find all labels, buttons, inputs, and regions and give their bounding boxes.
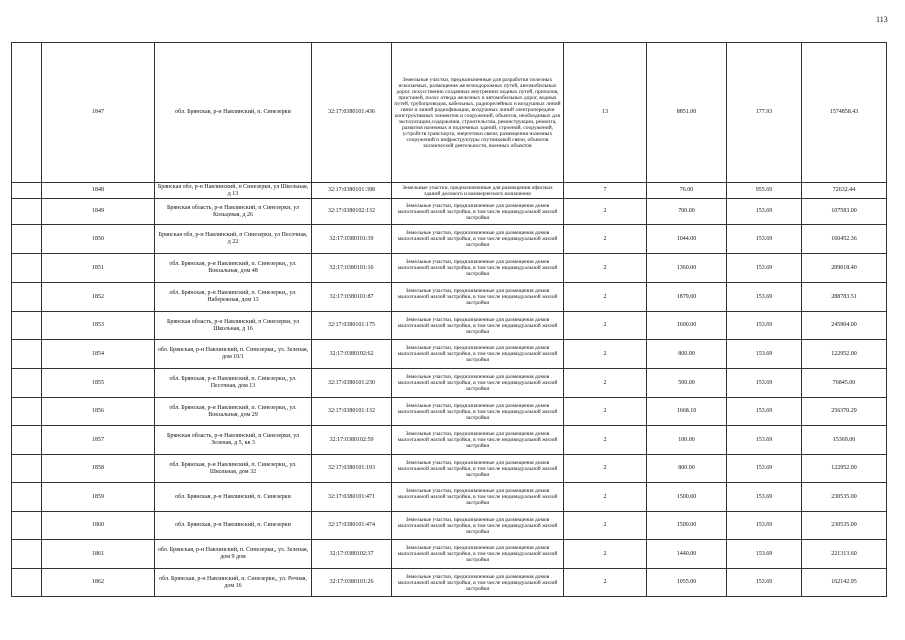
cadastral-value: 162142.95 xyxy=(802,569,887,597)
record-number: 1849 xyxy=(42,199,155,225)
land-use-description: Земельные участки, предназначенные для размещения домов малоэтажной жилой застройки, в том числе индивидуальной жилой застройки xyxy=(392,199,564,225)
area-value: 8851.00 xyxy=(647,43,727,183)
table-row xyxy=(12,340,887,369)
table-row xyxy=(12,512,887,540)
land-use-description: Земельные участки, предназначенные для размещения домов малоэтажной жилой застройки, в том числе индивидуальной жилой застройки xyxy=(392,340,564,369)
land-use-description: Земельные участки, предназначенные для размещения домов малоэтажной жилой застройки, в том числе индивидуальной жилой застройки xyxy=(392,483,564,512)
cadastral-number: 32:17:0380102:62 xyxy=(312,340,392,369)
group-number: 2 xyxy=(564,283,647,312)
specific-value: 153.69 xyxy=(727,483,802,512)
record-number: 1850 xyxy=(42,225,155,254)
area-value: 800.00 xyxy=(647,340,727,369)
specific-value: 177.93 xyxy=(727,43,802,183)
address-cell: Брянская область, р-н Навлинский, п Синезерки, ул Школьная, д 16 xyxy=(155,312,312,340)
address-cell: Брянская область, р-н Навлинский, п Синезерки, ул Зеленая, д 5, кв 3 xyxy=(155,426,312,455)
area-value: 800.00 xyxy=(647,455,727,483)
specific-value: 955.69 xyxy=(727,183,802,199)
blank-cell xyxy=(12,483,42,512)
blank-cell xyxy=(12,455,42,483)
blank-cell xyxy=(12,199,42,225)
address-cell: обл. Брянская, р-н Навлинский, п. Синезерки xyxy=(155,512,312,540)
area-value: 500.00 xyxy=(647,369,727,398)
group-number: 2 xyxy=(564,569,647,597)
cadastral-value: 256370.29 xyxy=(802,398,887,426)
land-use-description: Земельные участки, предназначенные для размещения домов малоэтажной жилой застройки, в том числе индивидуальной жилой застройки xyxy=(392,455,564,483)
area-value: 76.00 xyxy=(647,183,727,199)
group-number: 2 xyxy=(564,312,647,340)
blank-cell xyxy=(12,512,42,540)
group-number: 2 xyxy=(564,483,647,512)
specific-value: 153.69 xyxy=(727,199,802,225)
land-use-description: Земельные участки, предназначенные для размещения домов малоэтажной жилой застройки, в том числе индивидуальной жилой застройки xyxy=(392,283,564,312)
land-use-description: Земельные участки, предназначенные для размещения домов малоэтажной жилой застройки, в том числе индивидуальной жилой застройки xyxy=(392,569,564,597)
cadastral-number: 32:17:0380101:132 xyxy=(312,398,392,426)
cadastral-value: 230535.00 xyxy=(802,483,887,512)
cadastral-number: 32:17:0380101:230 xyxy=(312,369,392,398)
area-value: 100.00 xyxy=(647,426,727,455)
record-number: 1855 xyxy=(42,369,155,398)
area-value: 1360.00 xyxy=(647,254,727,283)
address-cell: Брянская обл, р-н Навлинский, п Синезерки, ул Школьная, д 13 xyxy=(155,183,312,199)
cadastral-value: 15369.00 xyxy=(802,426,887,455)
group-number: 7 xyxy=(564,183,647,199)
specific-value: 153.69 xyxy=(727,312,802,340)
address-cell: Брянская область, р-н Навлинский, п Синезерки, ул Кольцевая, д 26 xyxy=(155,199,312,225)
record-number: 1858 xyxy=(42,455,155,483)
table-row xyxy=(12,540,887,569)
group-number: 2 xyxy=(564,426,647,455)
cadastral-number: 32:17:0380101:26 xyxy=(312,569,392,597)
record-number: 1862 xyxy=(42,569,155,597)
land-use-description: Земельные участки, предназначенные для размещения домов малоэтажной жилой застройки, в том числе индивидуальной жилой застройки xyxy=(392,540,564,569)
record-number: 1859 xyxy=(42,483,155,512)
land-use-description: Земельные участки, предназначенные для размещения домов малоэтажной жилой застройки, в том числе индивидуальной жилой застройки xyxy=(392,254,564,283)
specific-value: 153.69 xyxy=(727,225,802,254)
record-number: 1852 xyxy=(42,283,155,312)
blank-cell xyxy=(12,183,42,199)
area-value: 700.00 xyxy=(647,199,727,225)
group-number: 2 xyxy=(564,398,647,426)
address-cell: Брянская обл, р-н Навлинский, п Синезерки, ул Песочная, д 22 xyxy=(155,225,312,254)
table-row xyxy=(12,455,887,483)
land-cadastral-value-table xyxy=(11,42,887,597)
land-use-description: Земельные участки, предназначенные для размещения домов малоэтажной жилой застройки, в том числе индивидуальной жилой застройки xyxy=(392,512,564,540)
area-value: 1440.00 xyxy=(647,540,727,569)
blank-cell xyxy=(12,254,42,283)
cadastral-value: 122952.00 xyxy=(802,340,887,369)
address-cell: обл. Брянская, р-н Навлинский, п. Синезерки,, ул. Вокзальная, дом 48 xyxy=(155,254,312,283)
address-cell: обл. Брянская, р-н Навлинский, п. Синезерки,, ул. Зеленая, дом 9 дом xyxy=(155,540,312,569)
address-cell: обл. Брянская, р-н Навлинский, п. Синезерки,, ул. Школьная, дом 32 xyxy=(155,455,312,483)
blank-cell xyxy=(12,398,42,426)
address-cell: обл. Брянская, р-н Навлинский, п. Синезерки xyxy=(155,483,312,512)
land-use-description: Земельные участки, предназначенные для размещения домов малоэтажной жилой застройки, в том числе индивидуальной жилой застройки xyxy=(392,426,564,455)
record-number: 1861 xyxy=(42,540,155,569)
specific-value: 153.69 xyxy=(727,455,802,483)
cadastral-value: 72632.44 xyxy=(802,183,887,199)
group-number: 2 xyxy=(564,369,647,398)
specific-value: 153.69 xyxy=(727,569,802,597)
table-row xyxy=(12,183,887,199)
group-number: 2 xyxy=(564,254,647,283)
group-number: 2 xyxy=(564,455,647,483)
blank-cell xyxy=(12,540,42,569)
blank-cell xyxy=(12,340,42,369)
group-number: 2 xyxy=(564,512,647,540)
area-value: 1500.00 xyxy=(647,483,727,512)
area-value: 1879.00 xyxy=(647,283,727,312)
cadastral-number: 32:17:0380101:16 xyxy=(312,254,392,283)
cadastral-number: 32:17:0380101:474 xyxy=(312,512,392,540)
record-number: 1857 xyxy=(42,426,155,455)
cadastral-number: 32:17:0380101:436 xyxy=(312,43,392,183)
address-cell: обл. Брянская, р-н Навлинский, п. Синезерки,, ул. Речная, дом 16 xyxy=(155,569,312,597)
cadastral-value: 122952.00 xyxy=(802,455,887,483)
record-number: 1856 xyxy=(42,398,155,426)
cadastral-number: 32:17:0380101:39 xyxy=(312,225,392,254)
specific-value: 153.69 xyxy=(727,254,802,283)
address-cell: обл. Брянская, р-н Навлинский, п. Синезерки,, ул. Вокзальная, дом 29 xyxy=(155,398,312,426)
cadastral-number: 32:17:0380101:471 xyxy=(312,483,392,512)
cadastral-number: 32:17:0380101:87 xyxy=(312,283,392,312)
table-row xyxy=(12,483,887,512)
record-number: 1854 xyxy=(42,340,155,369)
record-number: 1847 xyxy=(42,43,155,183)
record-number: 1851 xyxy=(42,254,155,283)
cadastral-number: 32:17:0380102:59 xyxy=(312,426,392,455)
blank-cell xyxy=(12,569,42,597)
area-value: 1500.00 xyxy=(647,512,727,540)
specific-value: 153.69 xyxy=(727,340,802,369)
area-value: 1600.00 xyxy=(647,312,727,340)
cadastral-value: 230535.00 xyxy=(802,512,887,540)
table-row xyxy=(12,43,887,183)
blank-cell xyxy=(12,426,42,455)
table-row xyxy=(12,254,887,283)
record-number: 1853 xyxy=(42,312,155,340)
cadastral-value: 221313.60 xyxy=(802,540,887,569)
address-cell: обл. Брянская, р-н Навлинский, п. Синезерки,, ул. Песочная, дом 13 xyxy=(155,369,312,398)
area-value: 1055.00 xyxy=(647,569,727,597)
table-row xyxy=(12,426,887,455)
group-number: 2 xyxy=(564,340,647,369)
group-number: 2 xyxy=(564,540,647,569)
specific-value: 153.69 xyxy=(727,426,802,455)
address-cell: обл. Брянская, р-н Навлинский, п. Синезерки xyxy=(155,43,312,183)
area-value: 1044.00 xyxy=(647,225,727,254)
group-number: 2 xyxy=(564,225,647,254)
page-number: 113 xyxy=(876,15,888,24)
cadastral-value: 288783.51 xyxy=(802,283,887,312)
specific-value: 153.69 xyxy=(727,398,802,426)
cadastral-value: 76845.00 xyxy=(802,369,887,398)
land-use-description: Земельные участки, предназначенные для разработки полезных ископаемых, размещения железнодорожных путей, автомобильных дорог, искусственно созданных внутренних водных путей, причалов, пристаней, полос отвода железных и автомобильных дорог, водных путей, трубопроводов, кабельных, радиорелейных и воздушных линий связи и линий радиофикации, воздушных линий электропередачи конструктивных элементов и сооружений, объектов, необходимых для эксплуатации,содержания, строительства, реконструкции, ремонта, развития наземных и подземных зданий, строений, сооружений, устройств транспорта, энергетики связи; размещения наземных сооружений и инфраструктуры спутниковой связи, объектов космической деятельности, военных объектов xyxy=(392,43,564,183)
specific-value: 153.69 xyxy=(727,540,802,569)
table-row xyxy=(12,569,887,597)
table-row xyxy=(12,398,887,426)
cadastral-number: 32:17:0380101:193 xyxy=(312,455,392,483)
group-number: 2 xyxy=(564,199,647,225)
cadastral-number: 32:17:0380101:398 xyxy=(312,183,392,199)
table-row xyxy=(12,369,887,398)
cadastral-value: 107583.00 xyxy=(802,199,887,225)
blank-cell xyxy=(12,43,42,183)
land-use-description: Земельные участки, предназначенные для размещения офисных зданий делового и коммерческого назначения xyxy=(392,183,564,199)
land-use-description: Земельные участки, предназначенные для размещения домов малоэтажной жилой застройки, в том числе индивидуальной жилой застройки xyxy=(392,398,564,426)
specific-value: 153.69 xyxy=(727,512,802,540)
blank-cell xyxy=(12,369,42,398)
specific-value: 153.69 xyxy=(727,283,802,312)
record-number: 1848 xyxy=(42,183,155,199)
cadastral-number: 32:17:0380101:175 xyxy=(312,312,392,340)
group-number: 13 xyxy=(564,43,647,183)
specific-value: 153.69 xyxy=(727,369,802,398)
cadastral-number: 32:17:0380102:37 xyxy=(312,540,392,569)
land-use-description: Земельные участки, предназначенные для размещения домов малоэтажной жилой застройки, в том числе индивидуальной жилой застройки xyxy=(392,312,564,340)
record-number: 1860 xyxy=(42,512,155,540)
cadastral-number: 32:17:0380102:132 xyxy=(312,199,392,225)
land-use-description: Земельные участки, предназначенные для размещения домов малоэтажной жилой застройки, в том числе индивидуальной жилой застройки xyxy=(392,369,564,398)
table-body xyxy=(12,43,887,597)
cadastral-value: 245904.00 xyxy=(802,312,887,340)
table-row xyxy=(12,199,887,225)
blank-cell xyxy=(12,283,42,312)
table-row xyxy=(12,225,887,254)
land-use-description: Земельные участки, предназначенные для размещения домов малоэтажной жилой застройки, в том числе индивидуальной жилой застройки xyxy=(392,225,564,254)
cadastral-value: 1574858.43 xyxy=(802,43,887,183)
cadastral-value: 209018.40 xyxy=(802,254,887,283)
blank-cell xyxy=(12,225,42,254)
area-value: 1668.10 xyxy=(647,398,727,426)
table-row xyxy=(12,283,887,312)
address-cell: обл. Брянская, р-н Навлинский, п. Синезерки,, ул. Набережная, дом 13 xyxy=(155,283,312,312)
address-cell: обл. Брянская, р-н Навлинский, п. Синезерки,, ул. Зеленая, дом 10/1 xyxy=(155,340,312,369)
cadastral-value: 160452.36 xyxy=(802,225,887,254)
blank-cell xyxy=(12,312,42,340)
table-row xyxy=(12,312,887,340)
